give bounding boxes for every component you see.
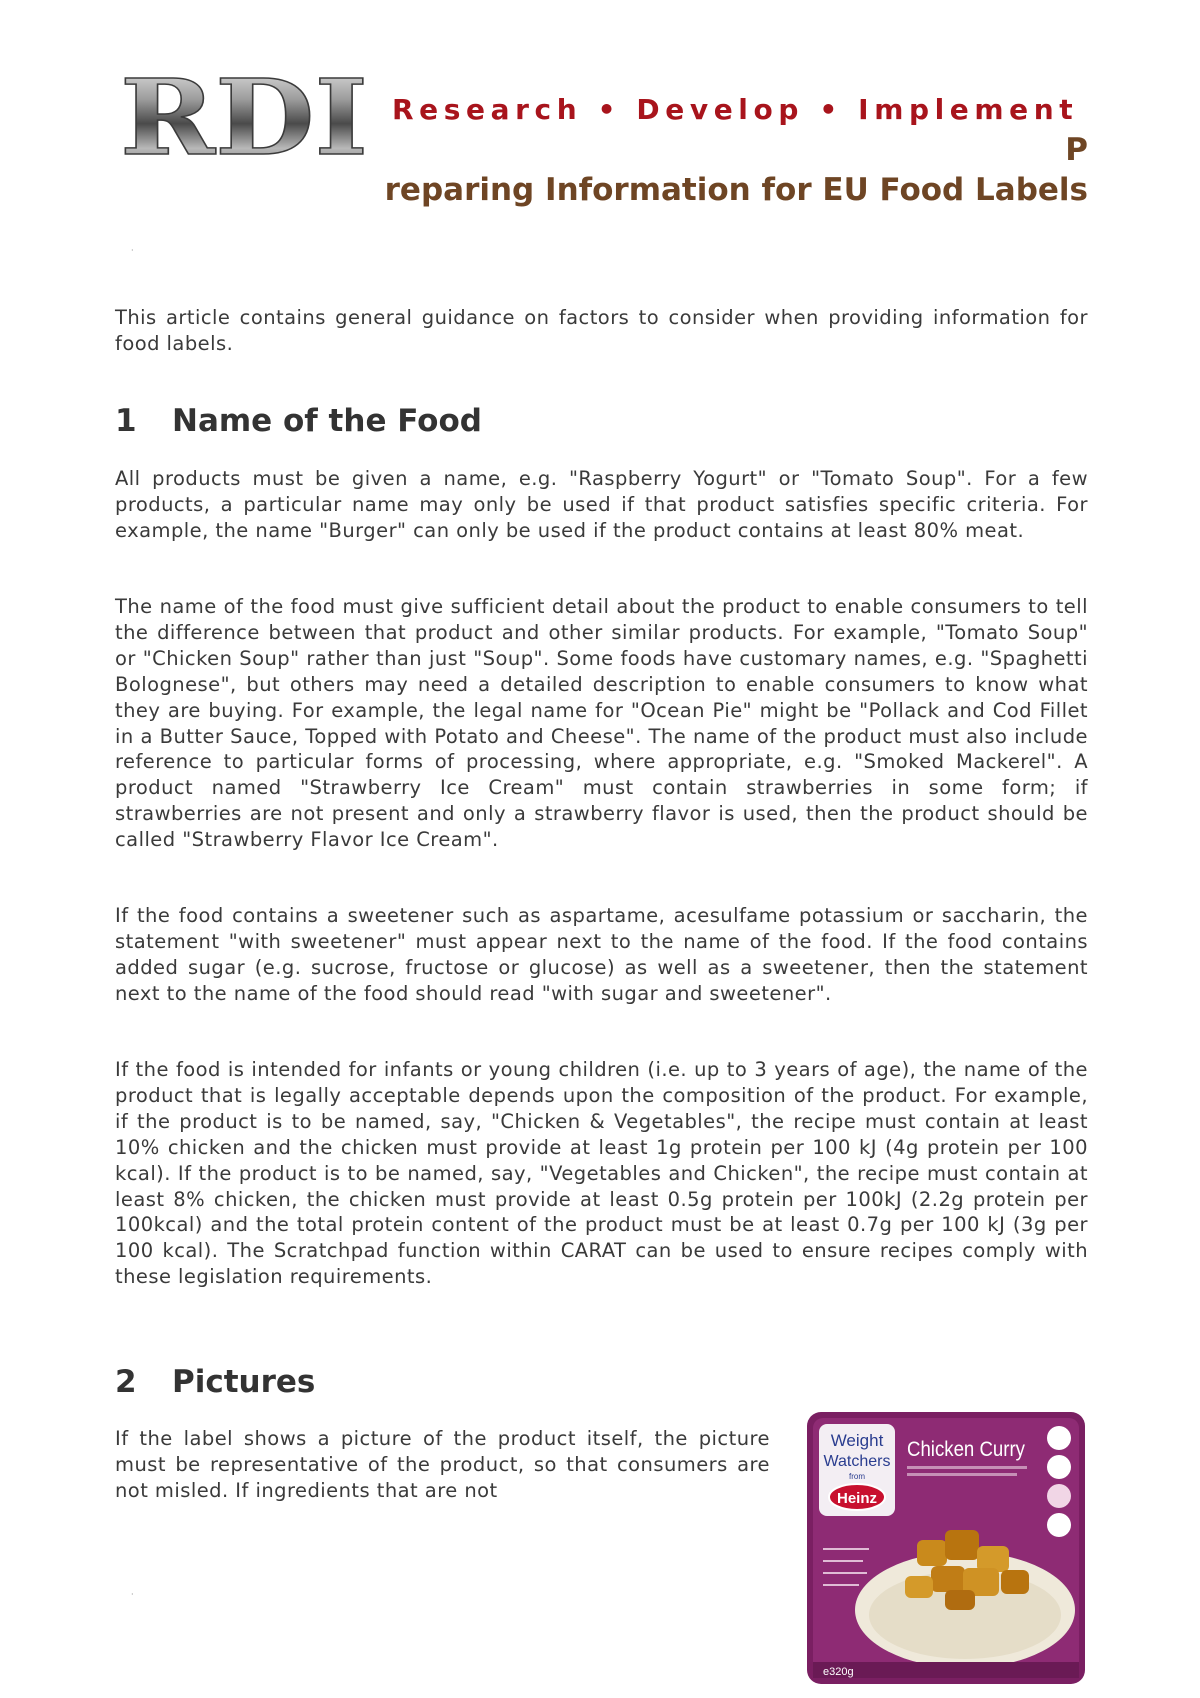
note-line (823, 1584, 859, 1586)
bullet-dot: · (131, 1590, 134, 1599)
paragraph: If the food is intended for infants or young children (i.e. up to 3 years of age), the name of the product that is legally acceptable depends upon the composition of the product. For example, if the product is to be named, say, "Chicken & Vegetables", the recipe must contain at least 10% chicken and the chicken must provide at least 1g protein per 100 kJ (4g protein per 100 kcal). If the product is to be named, say, "Vegetables and Chicken", the recipe must contain at least 8% chicken, the chicken must provide at least 0.5g protein per 100kJ (2.2g protein per 100kcal) and the total protein content of the product must be at least 0.7g per 100 kJ (3g per 100 kcal). The Scratchpad function within CARAT can be used to ensure recipes comply with these legislation requirements. (115, 1058, 1088, 1289)
description-line (907, 1466, 1027, 1469)
title-line-1: P (1065, 132, 1088, 168)
section-number: 2 (115, 1364, 137, 1400)
document-title (385, 130, 1088, 210)
product-picture (805, 1410, 1087, 1686)
section-title: Pictures (172, 1364, 316, 1400)
brand-text: Weight (830, 1431, 884, 1450)
heinz-text: Heinz (836, 1490, 878, 1507)
tagline: Research • Develop • Implement (392, 93, 1079, 126)
section-heading (115, 403, 482, 439)
weight-label: e320g (823, 1666, 854, 1678)
calorie-badge (1047, 1455, 1071, 1479)
intro-paragraph: This article contains general guidance on factors to consider when providing information for food labels. (115, 306, 1088, 355)
description-line (907, 1473, 1017, 1476)
nutrition-badge (1047, 1484, 1071, 1508)
rdi-logo (118, 68, 370, 164)
note-line (823, 1548, 869, 1550)
section-heading (115, 1364, 315, 1400)
title-line-2: reparing Information for EU Food Labels (384, 172, 1088, 208)
product-name: Chicken Curry (907, 1438, 1026, 1461)
paragraph: The name of the food must give sufficient detail about the product to enable consumers to tell the difference between that product and other similar products. For example, "Tomato Soup" or "Chicken Soup" rather than just "Soup". Some foods have customary names, e.g. "Spaghetti Bolognese", but others may need a detailed description to enable consumers to know what they are buying. For example, the legal name for "Ocean Pie" might be "Pollack and Cod Fillet in a Butter Sauce, Topped with Potato and Cheese". The name of the product must also include reference to particular forms of processing, where appropriate, e.g. "Smoked Mackerel". A product named "Strawberry Ice Cream" must contain strawberries in some form; if strawberries are not present and only a strawberry flavor is used, then the product should be called "Strawberry Flavor Ice Cream". (115, 595, 1088, 852)
brand-text: from (849, 1472, 865, 1481)
points-badge (1047, 1426, 1071, 1450)
note-line (823, 1572, 867, 1574)
paragraph: All products must be given a name, e.g. "Raspberry Yogurt" or "Tomato Soup". For a few products, a particular name may only be used if that product satisfies specific criteria. For example, the name "Burger" can only be used if the product contains at least 80% meat. (115, 467, 1088, 542)
section-number: 1 (115, 403, 137, 439)
info-badge (1047, 1513, 1071, 1537)
bullet-dot: · (131, 246, 134, 255)
paragraph: If the label shows a picture of the product itself, the picture must be representative of the product, so that consumers are not misled. If ingredients that are not (115, 1427, 770, 1502)
brand-text: Watchers (823, 1453, 891, 1470)
logo-text: RDI (120, 68, 368, 164)
paragraph: If the food contains a sweetener such as aspartame, acesulfame potassium or saccharin, the statement "with sweetener" must appear next to the name of the food. If the food contains added sugar (e.g. sucrose, fructose or glucose) as well as a sweetener, then the statement next to the name of the food should read "with sugar and sweetener". (115, 904, 1088, 1005)
note-line (823, 1560, 863, 1562)
section-title: Name of the Food (172, 403, 482, 439)
